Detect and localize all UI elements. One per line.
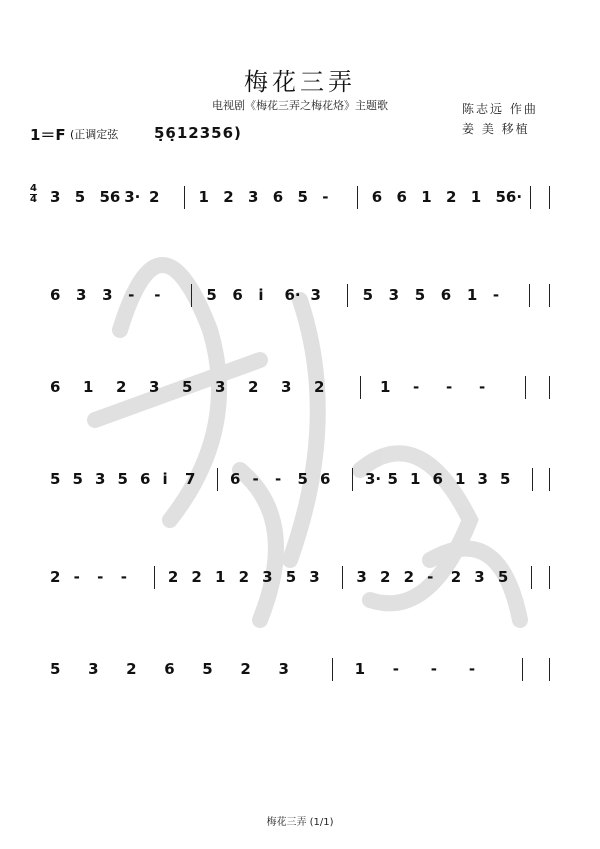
jianpu-note: 6 [164, 660, 175, 678]
jianpu-note: 3 [281, 378, 292, 396]
jianpu-note: 2 [191, 568, 202, 586]
jianpu-note: 3 [477, 470, 488, 488]
page-footer: 梅花三弄 (1/1) [266, 817, 334, 828]
score-row [0, 286, 600, 336]
jianpu-note: 6 [320, 470, 331, 488]
score-row [0, 378, 600, 428]
jianpu-note: 3 [215, 378, 226, 396]
jianpu-note: 1 [198, 188, 209, 206]
barline [530, 186, 531, 209]
jianpu-note: 3 [262, 568, 273, 586]
jianpu-note: 6 [232, 286, 243, 304]
jianpu-note: - [446, 378, 453, 396]
jianpu-note: 5 [50, 660, 61, 678]
jianpu-note: - [252, 470, 259, 488]
jianpu-note: 5 [182, 378, 193, 396]
jianpu-note: 3 [95, 470, 106, 488]
jianpu-note: 5 [202, 660, 213, 678]
jianpu-note: - [97, 568, 104, 586]
jianpu-note: 6 [50, 286, 61, 304]
open-strings: 5̣6̣12356) [154, 124, 242, 142]
barline [549, 284, 550, 307]
jianpu-note: - [430, 660, 437, 678]
barline [347, 284, 348, 307]
jianpu-note: 2 [126, 660, 137, 678]
jianpu-note: 3 [50, 188, 61, 206]
barline [531, 566, 532, 589]
jianpu-note: 3 [474, 568, 485, 586]
jianpu-note: 3 [388, 286, 400, 304]
jianpu-note: 1 [354, 660, 366, 678]
jianpu-note: 6 [272, 188, 284, 206]
jianpu-note: 6 [440, 286, 452, 304]
jianpu-note: 1 [83, 378, 94, 396]
score-row [0, 660, 600, 710]
jianpu-note: 3 [356, 568, 367, 586]
jianpu-note: 1 [466, 286, 478, 304]
jianpu-note: 5 [497, 568, 509, 586]
barline [529, 284, 530, 307]
jianpu-note: 6 [396, 188, 407, 206]
page-title: 梅花三弄 [244, 68, 356, 96]
jianpu-note: i [258, 286, 264, 304]
jianpu-note: - [468, 660, 476, 678]
jianpu-note: 3 [248, 188, 259, 206]
barline [184, 186, 185, 209]
jianpu-note: 2 [314, 378, 325, 396]
jianpu-note: 56· [495, 188, 523, 206]
time-signature-top: 4 [30, 183, 37, 194]
time-signature [30, 184, 37, 205]
jianpu-note: 3 [76, 286, 87, 304]
jianpu-note: 3 [310, 286, 321, 304]
jianpu-note: 2 [116, 378, 127, 396]
jianpu-note: 5 [50, 470, 61, 488]
barline [549, 566, 550, 589]
time-signature-bottom: 4 [30, 194, 37, 205]
barline [549, 468, 550, 491]
jianpu-note: - [128, 286, 135, 304]
jianpu-note: - [322, 188, 329, 206]
jianpu-note: 3· [365, 470, 382, 488]
jianpu-note: 1 [380, 378, 391, 396]
jianpu-note: 6· [284, 286, 301, 304]
barline [342, 566, 343, 589]
jianpu-note: 6 [432, 470, 443, 488]
jianpu-note: 6 [140, 470, 151, 488]
barline [352, 468, 353, 491]
score-row [0, 188, 600, 238]
key-tuning-label: (正调定弦 [70, 128, 119, 141]
jianpu-note: 2 [240, 660, 251, 678]
arranger-credit: 姜 美 移植 [462, 122, 530, 136]
jianpu-note: 5 [297, 188, 308, 206]
jianpu-note: - [73, 568, 80, 586]
jianpu-note: 3· [124, 188, 141, 206]
jianpu-note: - [154, 286, 161, 304]
barline [217, 468, 218, 491]
jianpu-note: 2 [446, 188, 457, 206]
barline [154, 566, 155, 589]
jianpu-note: 2 [380, 568, 391, 586]
jianpu-note: 6 [50, 378, 61, 396]
jianpu-note: - [275, 470, 282, 488]
barline [191, 284, 192, 307]
jianpu-note: 1 [215, 568, 226, 586]
jianpu-note: 5 [362, 286, 374, 304]
jianpu-note: 2 [223, 188, 234, 206]
barline [549, 658, 550, 681]
jianpu-note: 6 [230, 470, 241, 488]
page-subtitle: 电视剧《梅花三弄之梅花烙》主题歌 [212, 99, 388, 112]
jianpu-note: 2 [450, 568, 462, 586]
jianpu-note: 1 [421, 188, 432, 206]
jianpu-note: 5 [500, 470, 511, 488]
jianpu-note: 5 [206, 286, 217, 304]
jianpu-note: 2 [50, 568, 61, 586]
jianpu-note: 3 [88, 660, 99, 678]
jianpu-note: 5 [74, 188, 86, 206]
jianpu-note: 5 [72, 470, 83, 488]
jianpu-note: 5 [414, 286, 426, 304]
jianpu-note: 1 [410, 470, 421, 488]
score-row [0, 568, 600, 618]
score-row [0, 470, 600, 520]
jianpu-note: 2 [167, 568, 179, 586]
jianpu-note: 3 [102, 286, 113, 304]
barline [549, 186, 550, 209]
jianpu-note: 7 [185, 470, 196, 488]
jianpu-note: 6 [371, 188, 383, 206]
barline [522, 658, 523, 681]
jianpu-note: 3 [309, 568, 320, 586]
jianpu-note: 1 [455, 470, 466, 488]
jianpu-note: 2 [248, 378, 259, 396]
jianpu-note: - [427, 568, 434, 586]
jianpu-note: i [162, 470, 168, 488]
jianpu-note: 5 [285, 568, 297, 586]
jianpu-note: 5 [297, 470, 308, 488]
jianpu-note: 1 [470, 188, 482, 206]
jianpu-note: - [492, 286, 500, 304]
jianpu-note: 5 [117, 470, 128, 488]
jianpu-note: 56 [99, 188, 121, 206]
barline [360, 376, 361, 399]
barline [525, 376, 526, 399]
jianpu-note: 2 [149, 188, 160, 206]
jianpu-note: - [120, 568, 127, 586]
jianpu-note: - [413, 378, 420, 396]
barline [357, 186, 358, 209]
barline [332, 658, 333, 681]
jianpu-note: 2 [238, 568, 249, 586]
jianpu-note: 3 [278, 660, 289, 678]
jianpu-note: - [392, 660, 399, 678]
jianpu-note: - [479, 378, 486, 396]
jianpu-note: 5 [387, 470, 398, 488]
barline [532, 468, 533, 491]
composer-credit: 陈志远 作曲 [462, 102, 538, 116]
jianpu-note: 3 [149, 378, 160, 396]
key-signature: 1＝F [30, 126, 66, 144]
barline [549, 376, 550, 399]
jianpu-note: 2 [403, 568, 414, 586]
